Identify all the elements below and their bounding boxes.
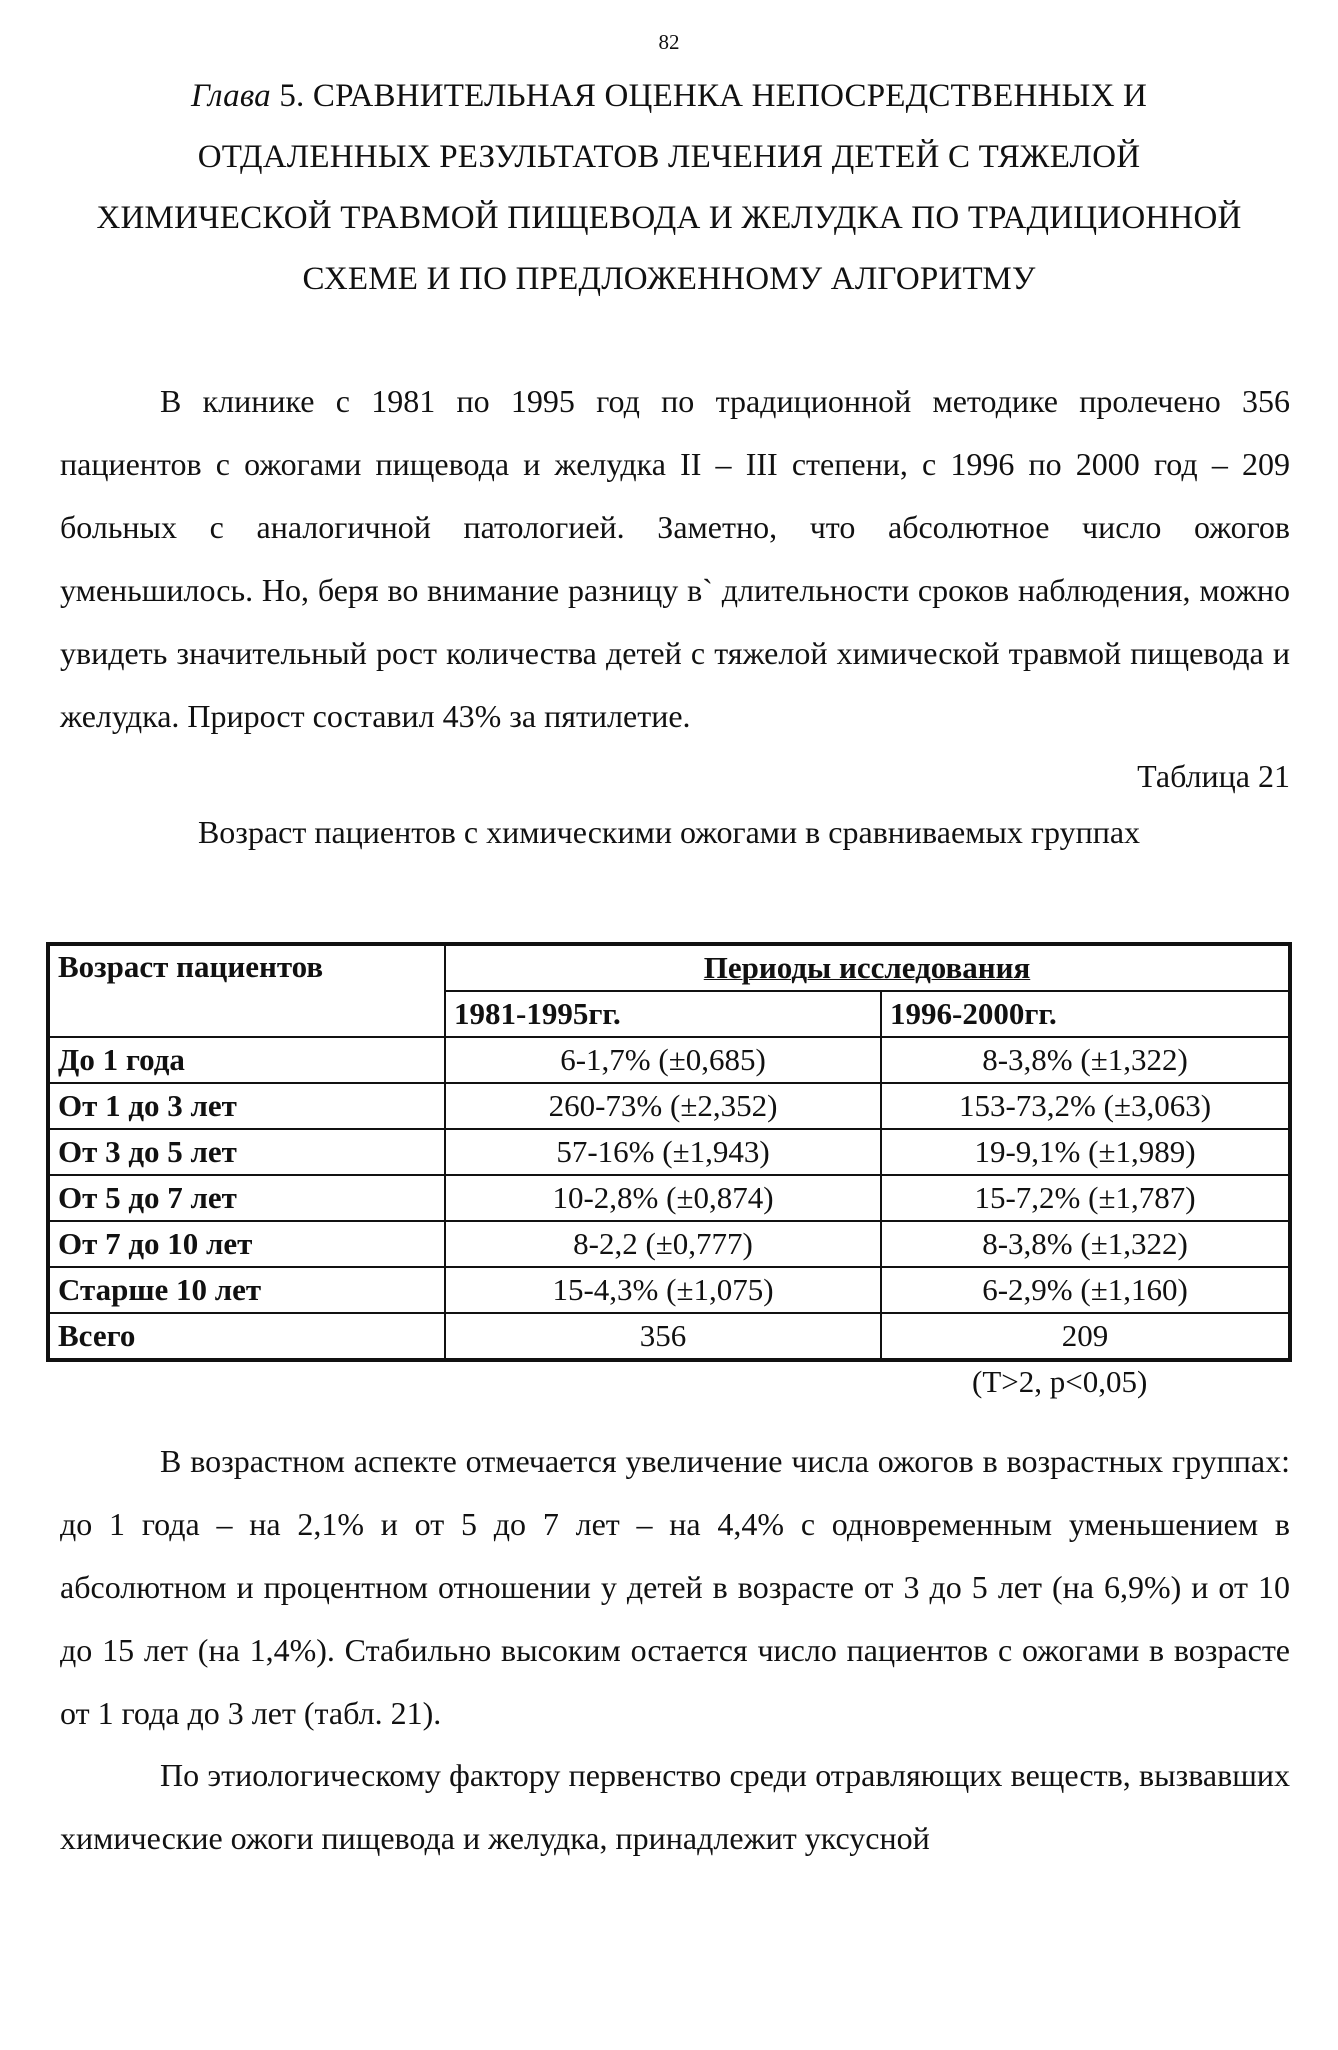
- paragraph-etiology: По этиологическому фактору первенство среди отравляющих веществ, вызвавших химические ожоги пищевода и желудка, принадлежит уксусной: [60, 1757, 1290, 1856]
- chapter-title-text: 5. СРАВНИТЕЛЬНАЯ ОЦЕНКА НЕПОСРЕДСТВЕННЫХ И ОТДАЛЕННЫХ РЕЗУЛЬТАТОВ ЛЕЧЕНИЯ ДЕТЕЙ С ТЯЖЕЛОЙ ХИМИЧЕСКОЙ ТРАВМОЙ ПИЩЕВОДА И ЖЕЛУДКА ПО ТРАДИЦИОННОЙ СХЕМЕ И ПО ПРЕДЛОЖЕННОМУ АЛГОРИТМУ: [96, 78, 1242, 297]
- value-cell-period-1: 15-4,3% (±1,075): [445, 1267, 881, 1313]
- table-row: [48, 1267, 1290, 1313]
- value-cell-period-2: 153-73,2% (±3,063): [881, 1083, 1290, 1129]
- table-row: [48, 1129, 1290, 1175]
- age-cell: От 5 до 7 лет: [48, 1175, 445, 1221]
- table-row: [48, 1037, 1290, 1083]
- chapter-prefix: Глава: [190, 78, 271, 114]
- value-cell-period-1: 57-16% (±1,943): [445, 1129, 881, 1175]
- age-cell: От 7 до 10 лет: [48, 1221, 445, 1267]
- value-cell-period-1: 260-73% (±2,352): [445, 1083, 881, 1129]
- table-row: [48, 1221, 1290, 1267]
- value-cell-period-2: 19-9,1% (±1,989): [881, 1129, 1290, 1175]
- table-label: Таблица 21: [1137, 758, 1290, 794]
- value-cell-period-2: 209: [881, 1313, 1290, 1360]
- age-cell: От 1 до 3 лет: [48, 1083, 445, 1129]
- header-periods: [445, 944, 1290, 991]
- value-cell-period-1: 356: [445, 1313, 881, 1360]
- header-period-2: 1996-2000гг.: [881, 991, 1290, 1037]
- value-cell-period-1: 10-2,8% (±0,874): [445, 1175, 881, 1221]
- table-row: [48, 1175, 1290, 1221]
- page-number: 82: [658, 30, 680, 54]
- age-cell: До 1 года: [48, 1037, 445, 1083]
- header-age: Возраст пациентов: [48, 944, 445, 1037]
- header-periods-text: Периоды исследования: [703, 950, 1031, 985]
- value-cell-period-2: 6-2,9% (±1,160): [881, 1267, 1290, 1313]
- value-cell-period-2: 8-3,8% (±1,322): [881, 1037, 1290, 1083]
- statistical-note: (T>2, p<0,05): [972, 1364, 1148, 1399]
- value-cell-period-1: 6-1,7% (±0,685): [445, 1037, 881, 1083]
- table-row-total: [48, 1313, 1290, 1360]
- age-cell: Старше 10 лет: [48, 1267, 445, 1313]
- paragraph-age-aspect: В возрастном аспекте отмечается увеличение числа ожогов в возрастных группах: до 1 года – на 2,1% и от 5 до 7 лет – на 4,4% с одновременным уменьшением в абсолютном и процентном отношении у детей в возрасте от 3 до 5 лет (на 6,9%) и от 10 до 15 лет (на 1,4%). Стабильно высоким остается число пациентов с ожогами в возрасте от 1 года до 3 лет (табл. 21).: [60, 1443, 1290, 1731]
- value-cell-period-2: 8-3,8% (±1,322): [881, 1221, 1290, 1267]
- value-cell-period-2: 15-7,2% (±1,787): [881, 1175, 1290, 1221]
- table-row: [48, 1083, 1290, 1129]
- paragraph-intro: В клинике с 1981 по 1995 год по традиционной методике пролечено 356 пациентов с ожогами пищевода и желудка II – III степени, с 1996 по 2000 год – 209 больных с аналогичной патологией. Заметно, что абсолютное число ожогов уменьшилось. Но, беря во внимание разницу в` длительности сроков наблюдения, можно увидеть значительный рост количества детей с тяжелой химической травмой пищевода и желудка. Прирост составил 43% за пятилетие.: [60, 383, 1290, 734]
- age-cell: Всего: [48, 1313, 445, 1360]
- header-period-1: 1981-1995гг.: [445, 991, 881, 1037]
- age-table: [46, 942, 1292, 1362]
- table-caption: Возраст пациентов с химическими ожогами в сравниваемых группах: [197, 814, 1141, 850]
- table-header-row: [48, 944, 1290, 991]
- age-cell: От 3 до 5 лет: [48, 1129, 445, 1175]
- value-cell-period-1: 8-2,2 (±0,777): [445, 1221, 881, 1267]
- chapter-title: [80, 66, 1258, 310]
